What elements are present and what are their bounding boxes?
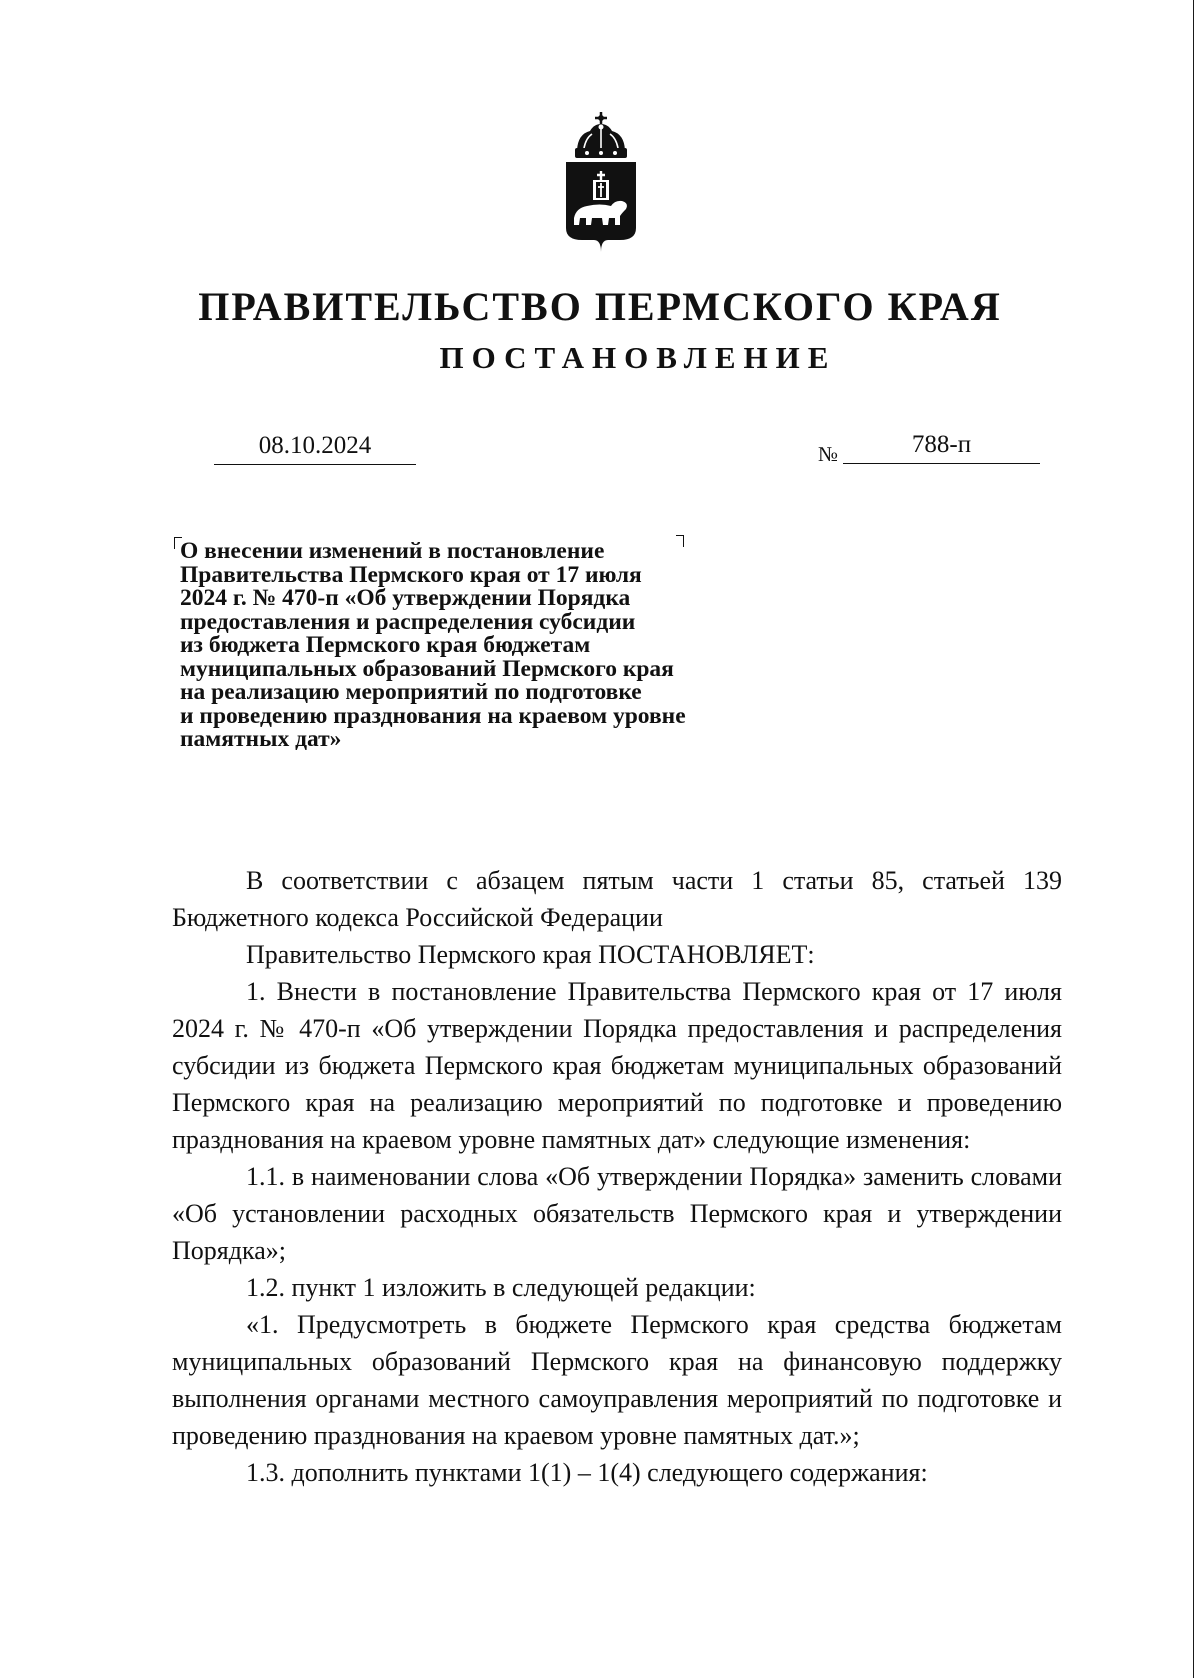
subject-line: 2024 г. № 470-п «Об утверждении Порядка xyxy=(180,585,631,611)
body-paragraph: Правительство Пермского края ПОСТАНОВЛЯЕТ: xyxy=(246,940,815,969)
number-underline xyxy=(843,463,1040,464)
body-paragraph: «1. Предусмотреть в бюджете Пермского края средства бюджетам муниципальных образований Пермского края на финансовую поддержку выполнения органами местного самоуправления мероприятий по подготовке и проведению празднования на краевом уровне памятных дат.»; xyxy=(172,1310,1062,1450)
document-subject xyxy=(180,540,820,752)
body-paragraph: 1. Внести в постановление Правительства Пермского края от 17 июля 2024 г. № 470-п «Об утверждении Порядка предоставления и распределения субсидии из бюджета Пермского края бюджетам муниципальных образований Пермского края на реализацию мероприятий по подготовке и проведению празднования на краевом уровне памятных дат» следующие изменения: xyxy=(172,977,1062,1154)
subject-line: муниципальных образований Пермского края xyxy=(180,655,674,682)
crown-icon xyxy=(575,112,627,158)
perm-krai-coat-of-arms-icon xyxy=(560,112,642,262)
body-paragraph: 1.3. дополнить пунктами 1(1) – 1(4) следующего содержания: xyxy=(246,1458,928,1487)
subject-line: памятных дат» xyxy=(180,726,342,752)
document-body xyxy=(172,862,1062,1491)
document-number: 788-п xyxy=(911,431,972,458)
subject-line: предоставления и распределения субсидии xyxy=(180,608,636,635)
body-paragraph: 1.2. пункт 1 изложить в следующей редакции: xyxy=(246,1273,756,1302)
government-title: ПРАВИТЕЛЬСТВО ПЕРМСКОГО КРАЯ xyxy=(198,284,1002,329)
subject-line: и проведению празднования на краевом уровне xyxy=(180,702,686,729)
document-type-title: ПОСТАНОВЛЕНИЕ xyxy=(439,340,837,375)
body-paragraph: В соответствии с абзацем пятым части 1 статьи 85, статьей 139 Бюджетного кодекса Российской Федерации xyxy=(172,866,1062,932)
page-edge xyxy=(1193,0,1194,1678)
document-date-field xyxy=(214,424,416,465)
document-number-field xyxy=(818,424,1040,464)
body-paragraph: 1.1. в наименовании слова «Об утверждении Порядка» заменить словами «Об установлении расходных обязательств Пермского края и утверждении Порядка»; xyxy=(172,1162,1062,1265)
subject-line: Правительства Пермского края от 17 июля xyxy=(180,561,642,588)
subject-line: из бюджета Пермского края бюджетам xyxy=(180,632,591,658)
document-date: 08.10.2024 xyxy=(258,432,372,459)
subject-line: на реализацию мероприятий по подготовке xyxy=(180,679,642,705)
number-sign: № xyxy=(818,442,839,466)
subject-line: О внесении изменений в постановление xyxy=(180,538,605,564)
